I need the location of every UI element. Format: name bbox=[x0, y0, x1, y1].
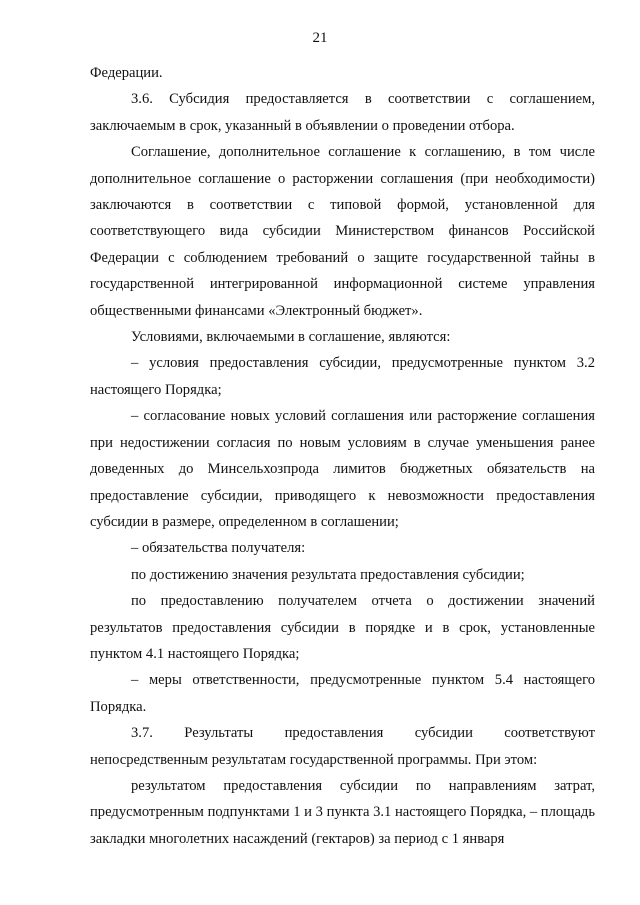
paragraph: по достижению значения результата предоставления субсидии; bbox=[131, 566, 525, 583]
paragraph: – меры ответственности, предусмотренные пунктом 5.4 настоящего Порядка. bbox=[90, 672, 595, 715]
paragraph: по предоставлению получателем отчета о достижении значений результатов предоставления субсидии в порядке и в срок, установленные пунктом 4.1 настоящего Порядка; bbox=[90, 593, 595, 662]
paragraph: 3.7. Результаты предоставления субсидии соответствуют непосредственным результатам государственной программы. При этом: bbox=[90, 725, 595, 768]
paragraph: – согласование новых условий соглашения или расторжение соглашения при недостижении согласия по новым условиям в случае уменьшения ранее доведенных до Минсельхозпрода лимитов бюджетных обязательств на предоставление субсидии, приводящего к невозможности предоставления субсидии в размере, определенном в соглашении; bbox=[90, 408, 595, 530]
paragraph: Федерации. bbox=[90, 65, 163, 81]
document-body bbox=[90, 60, 595, 852]
paragraph: Условиями, включаемыми в соглашение, являются: bbox=[131, 329, 451, 346]
paragraph: – обязательства получателя: bbox=[131, 540, 306, 557]
page-number: 21 bbox=[312, 30, 328, 46]
paragraph: результатом предоставления субсидии по направлениям затрат, предусмотренным подпунктами 1 и 3 пункта 3.1 настоящего Порядка, – площадь закладки многолетних насаждений (гектаров) за период с 1 января bbox=[90, 777, 595, 847]
paragraph: – условия предоставления субсидии, предусмотренные пунктом 3.2 настоящего Порядка; bbox=[90, 355, 595, 398]
paragraph: 3.6. Субсидия предоставляется в соответствии с соглашением, заключаемым в срок, указанный в объявлении о проведении отбора. bbox=[90, 91, 595, 134]
paragraph: Соглашение, дополнительное соглашение к соглашению, в том числе дополнительное соглашение о расторжении соглашения (при необходимости) заключаются в соответствии с типовой формой, установленной для соответствующего вида субсидии Министерством финансов Российской Федерации с соблюдением требований о защите государственной тайны в государственной интегрированной информационной системе управления общественными финансами «Электронный бюджет». bbox=[90, 144, 595, 319]
